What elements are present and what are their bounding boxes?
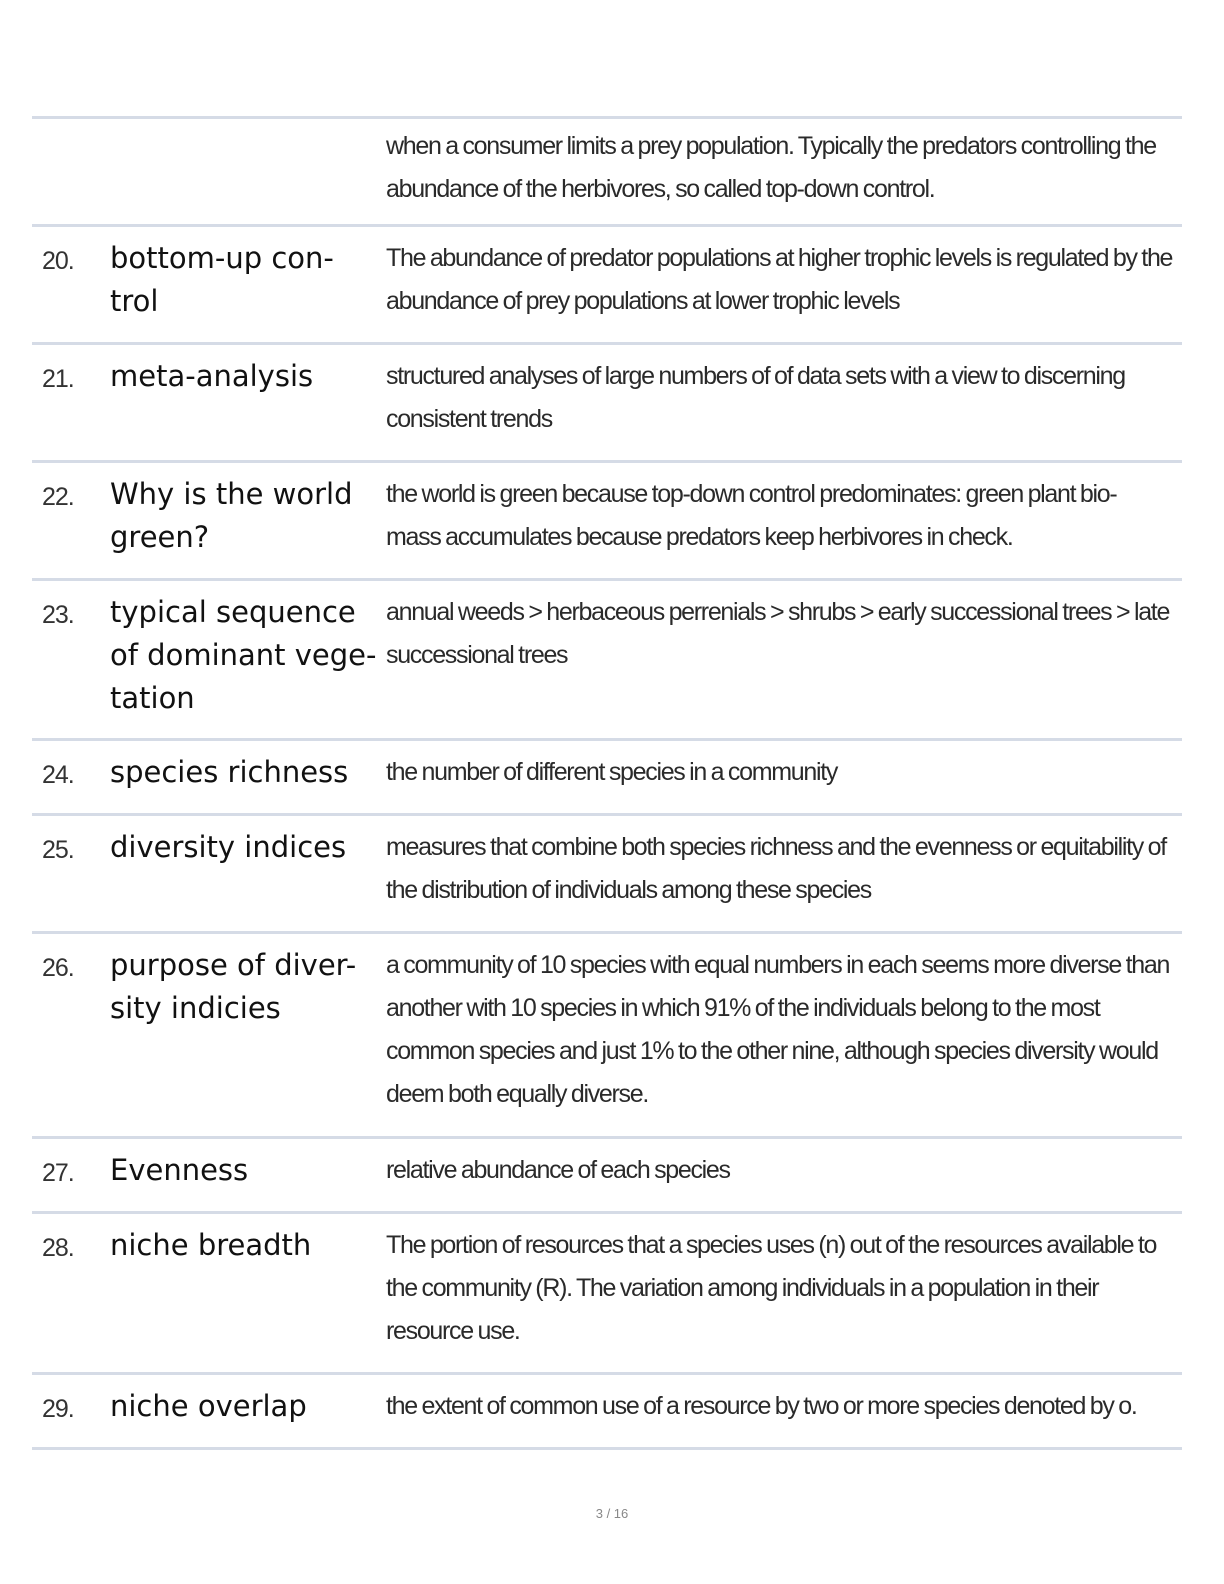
page-number: 3 / 16	[595, 1506, 629, 1521]
entry-number: 20.	[42, 247, 74, 275]
entry-term: typical sequence of dominant vege- tation	[110, 595, 377, 715]
entry-definition: annual weeds > herbaceous perrenials > shrubs > early successional trees > late successional trees	[386, 598, 1170, 669]
entry-number: 26.	[42, 954, 74, 982]
entry-definition: The portion of resources that a species uses (n) out of the resources available to the community (R). The variation among individuals in a population in their resource use.	[386, 1231, 1157, 1345]
table-row	[32, 1372, 1182, 1450]
table-row	[32, 1136, 1182, 1211]
table-row	[32, 578, 1182, 738]
entry-term: bottom-up con- trol	[110, 241, 334, 318]
entry-term: diversity indices	[110, 830, 347, 864]
flashcard-table	[32, 116, 1182, 1450]
table-row	[32, 738, 1182, 813]
table-row	[32, 460, 1182, 578]
entry-number: 25.	[42, 836, 74, 864]
entry-definition: the number of different species in a community	[386, 758, 838, 786]
entry-number: 22.	[42, 483, 74, 511]
entry-definition: relative abundance of each species	[386, 1156, 730, 1184]
entry-number: 21.	[42, 365, 74, 393]
entry-definition: measures that combine both species richness and the evenness or equitability of the distribution of individuals among these species	[386, 833, 1166, 904]
entry-term: niche overlap	[110, 1389, 307, 1423]
entry-term: species richness	[110, 755, 349, 789]
entry-number: 24.	[42, 761, 74, 789]
entry-definition: the world is green because top-down control predominates: green plant bio- mass accumulates because predators keep herbivores in check.	[386, 480, 1117, 551]
table-row	[32, 224, 1182, 342]
entry-number: 27.	[42, 1159, 74, 1187]
entry-term: meta-analysis	[110, 359, 314, 393]
entry-number: 28.	[42, 1234, 74, 1262]
entry-term: Evenness	[110, 1153, 249, 1187]
table-row	[32, 342, 1182, 460]
table-row	[32, 931, 1182, 1136]
entry-definition: the extent of common use of a resource by two or more species denoted by o.	[386, 1392, 1137, 1420]
entry-definition: structured analyses of large numbers of of data sets with a view to discerning consistent trends	[386, 362, 1125, 433]
entry-number: 23.	[42, 601, 74, 629]
entry-definition: The abundance of predator populations at higher trophic levels is regulated by the abundance of prey populations at lower trophic levels	[386, 244, 1173, 315]
definition-continuation: when a consumer limits a prey population. Typically the predators controlling the abundance of the herbivores, so called top-down control.	[386, 132, 1156, 203]
entry-term: niche breadth	[110, 1228, 312, 1262]
table-row-continuation	[32, 116, 1182, 224]
table-row	[32, 1211, 1182, 1372]
entry-term: purpose of diver- sity indicies	[110, 948, 357, 1025]
entry-number: 29.	[42, 1395, 74, 1423]
table-row	[32, 813, 1182, 931]
entry-definition: a community of 10 species with equal numbers in each seems more diverse than another with 10 species in which 91% of the individuals belong to the most common species and just 1% to the other nine, although species diversity would deem both equally diverse.	[386, 951, 1170, 1108]
entry-term: Why is the world green?	[110, 477, 353, 554]
